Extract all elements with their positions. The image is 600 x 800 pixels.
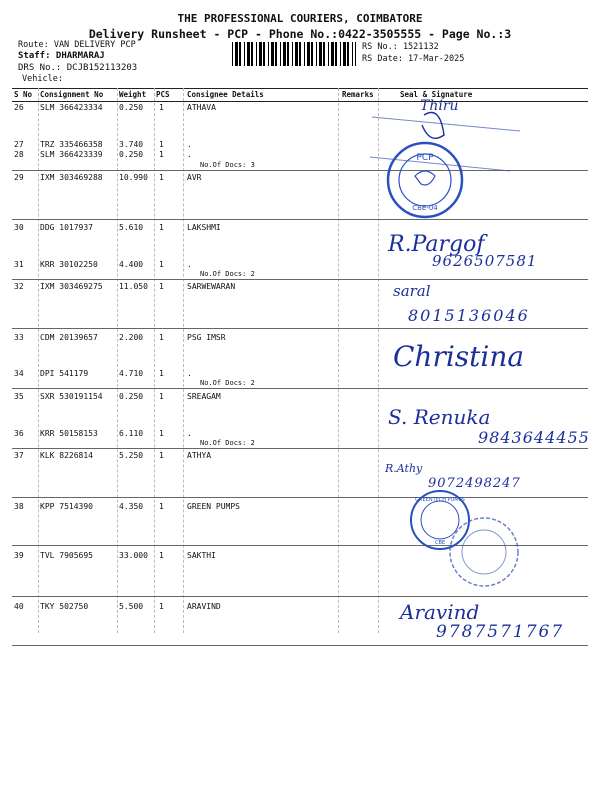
barcode-image (232, 42, 356, 66)
docs-count: No.Of Docs: 3 (200, 161, 255, 169)
col-pcs: PCS (156, 90, 170, 99)
svg-text:PCP: PCP (416, 153, 434, 163)
phone-2: 9626507581 (432, 252, 538, 270)
runsheet-subtitle: Delivery Runsheet - PCP - Phone No.:0422-3505555 - Page No.:3 (88, 27, 512, 41)
phone-5: 9843644455 (478, 428, 590, 447)
svg-text:CBE-04: CBE-04 (412, 204, 438, 212)
phone-6: 9072498247 (428, 476, 521, 491)
svg-text:GREENTECH PUMPS: GREENTECH PUMPS (415, 497, 465, 503)
docs-count: No.Of Docs: 2 (200, 270, 255, 278)
vehicle-label: Vehicle: (22, 74, 63, 84)
col-remarks: Remarks (342, 90, 374, 99)
signature-3: saral (393, 282, 431, 300)
signature-2: R.Pargof (388, 232, 485, 257)
address-stamp-icon (360, 105, 530, 175)
signature-5: S. Renuka (388, 405, 491, 429)
table-header (12, 88, 588, 102)
phone-7: 9787571767 (436, 622, 565, 642)
docs-count: No.Of Docs: 2 (200, 379, 255, 387)
col-consignee: Consignee Details (187, 90, 264, 99)
phone-3: 8015136046 (408, 306, 530, 325)
col-weight: Weight (119, 90, 147, 99)
signature-4: Christina (393, 340, 525, 373)
rs-number: RS No.: 1521132 (362, 42, 439, 52)
signature-6: R.Athy (385, 462, 423, 475)
col-sno: S No (14, 90, 33, 99)
route-label: Route: VAN DELIVERY PCP (18, 40, 136, 50)
enterprise-stamp-icon (446, 514, 522, 590)
staff-label: Staff: DHARMARAJ (18, 51, 105, 61)
rs-date: RS Date: 17-Mar-2025 (362, 54, 465, 64)
col-seal: Seal & Signature (400, 90, 473, 99)
drs-number: DRS No.: DCJB152113203 (18, 63, 138, 73)
signature-1: Thiru (420, 98, 459, 114)
company-title: THE PROFESSIONAL COURIERS, COIMBATORE (177, 12, 423, 25)
docs-count: No.Of Docs: 2 (200, 439, 255, 447)
signature-7: Aravind (400, 600, 480, 624)
svg-text:CBE: CBE (434, 540, 446, 546)
col-consignment: Consignment No (40, 90, 104, 99)
